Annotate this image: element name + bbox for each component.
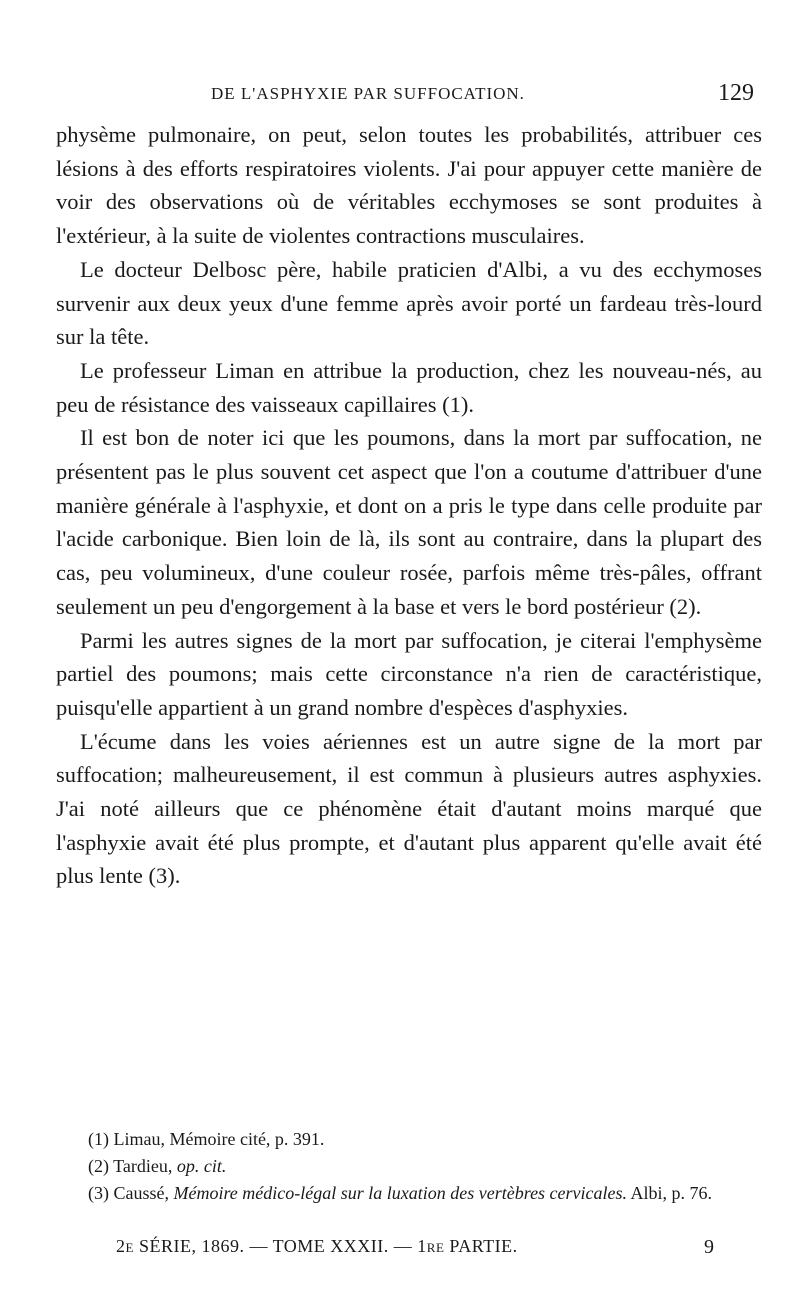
paragraph-3: Le professeur Liman en attribue la production, chez les nouveau-nés, au peu de résistance des vaisseaux capillaires (1).	[56, 357, 762, 417]
paragraph-6: L'écume dans les voies aériennes est un autre signe de la mort par suffocation; malheureusement, il est commun à plusieurs autres asphyxies. J'ai noté ailleurs que ce phénomène était d'autant moins marqué que l'asphyxie avait été plus prompte, et d'autant plus apparent qu'elle avait été plus lente (3).	[56, 728, 762, 889]
footnote-3-author: (3) Caussé,	[88, 1183, 174, 1203]
page-number: 129	[718, 80, 754, 106]
signature-mark: 9	[704, 1236, 714, 1258]
footnotes	[56, 1126, 762, 1207]
footnote-1: (1) Limau, Mémoire cité, p. 391.	[88, 1129, 325, 1149]
series-info: 2e SÉRIE, 1869. — TOME XXXII. — 1re PARTIE.	[116, 1236, 518, 1256]
paragraph-1: physème pulmonaire, on peut, selon toutes les probabilités, attribuer ces lésions à des efforts respiratoires violents. J'ai pour appuyer cette manière de voir des observations où de véritables ecchymoses se sont produites à l'extérieur, à la suite de violentes contractions musculaires.	[56, 122, 762, 249]
running-head-title: DE L'ASPHYXIE PAR SUFFOCATION.	[211, 84, 525, 103]
body-text	[56, 118, 762, 893]
signature-line	[56, 1236, 762, 1266]
footnote-3	[56, 1180, 762, 1207]
footnote-3-place: Albi, p. 76.	[627, 1183, 713, 1203]
footnote-3-title: Mémoire médico-légal sur la luxation des vertèbres cervicales.	[173, 1183, 628, 1203]
footnote-2-author: (2) Tardieu,	[88, 1156, 177, 1176]
footnote-2-ref: op. cit.	[176, 1156, 227, 1176]
paragraph-4: Il est bon de noter ici que les poumons, dans la mort par suffocation, ne présentent pas le plus souvent cet aspect que l'on a coutume d'attribuer d'une manière générale à l'asphyxie, et dont on a pris le type dans celle produite par l'acide carbonique. Bien loin de là, ils sont au contraire, dans la plupart des cas, peu volumineux, d'une couleur rosée, parfois même très-pâles, offrant seulement un peu d'engorgement à la base et vers le bord postérieur (2).	[56, 425, 762, 619]
paragraph-5: Parmi les autres signes de la mort par suffocation, je citerai l'emphysème partiel des poumons; mais cette circonstance n'a rien de caractéristique, puisqu'elle appartient à un grand nombre d'espèces d'asphyxies.	[56, 627, 762, 720]
running-head	[56, 82, 754, 112]
paragraph-2: Le docteur Delbosc père, habile praticien d'Albi, a vu des ecchymoses survenir aux deux yeux d'une femme après avoir porté un fardeau très-lourd sur la tête.	[56, 256, 762, 350]
footnote-2	[56, 1153, 762, 1180]
